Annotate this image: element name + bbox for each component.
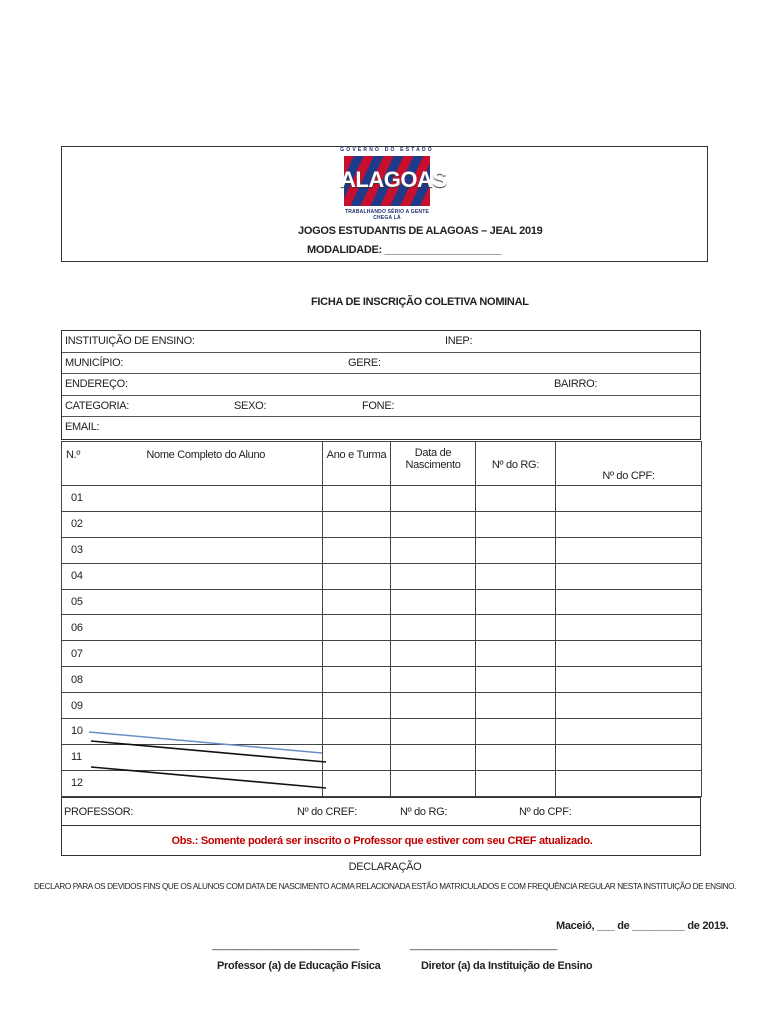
row-number: 12	[62, 770, 90, 796]
obs-box	[61, 826, 701, 856]
signature-label-diretor: Diretor (a) da Instituição de Ensino	[421, 960, 593, 972]
professor-row	[61, 797, 701, 826]
header-rg: Nº do RG:	[476, 442, 556, 486]
header-nome: Nome Completo do Aluno	[90, 442, 323, 486]
row-number: 02	[62, 511, 90, 537]
signature-line-professor[interactable]: _____________________________	[212, 940, 359, 951]
obs-note: Obs.: Somente poderá ser inscrito o Professor que estiver com seu CREF atualizado.	[171, 835, 593, 847]
header-num: N.º	[62, 442, 90, 486]
row-number: 08	[62, 667, 90, 693]
municipio-label[interactable]: MUNICÍPIO:	[65, 356, 124, 369]
professor-cref[interactable]: Nº do CREF:	[297, 806, 358, 818]
bairro-label[interactable]: BAIRRO:	[554, 378, 598, 391]
row-number: 07	[62, 641, 90, 667]
date-line[interactable]: Maceió, ___ de _________ de 2019.	[556, 920, 729, 932]
row-number: 11	[62, 744, 90, 770]
logo-name: ALAGOAS	[340, 167, 447, 192]
fone-label[interactable]: FONE:	[362, 399, 395, 412]
row-number: 03	[62, 537, 90, 563]
sexo-label[interactable]: SEXO:	[234, 399, 267, 412]
row-number: 01	[62, 486, 90, 512]
row-number: 09	[62, 693, 90, 719]
declaracao-text: DECLARO PARA OS DEVIDOS FINS QUE OS ALUNOS COM DATA DE NASCIMENTO ACIMA RELACIONADA ESTÃO MATRICULADOS E COM FREQUÊNCIA REGULAR NESTA INSTITUIÇÃO DE ENSINO.	[34, 882, 736, 891]
form-title: FICHA DE INSCRIÇÃO COLETIVA NOMINAL	[311, 296, 529, 308]
instituicao-label[interactable]: INSTITUIÇÃO DE ENSINO:	[65, 335, 195, 347]
logo-top-text: GOVERNO DO ESTADO	[340, 147, 434, 153]
modalidade-field[interactable]: MODALIDADE: ____________________	[307, 244, 502, 256]
declaracao-title: DECLARAÇÃO	[348, 861, 422, 873]
logo-slogan: TRABALHANDO SÉRIO A GENTE CHEGA LÁ	[344, 209, 430, 221]
header-cpf: Nº do CPF:	[556, 442, 702, 486]
header-title: JOGOS ESTUDANTIS DE ALAGOAS – JEAL 2019	[298, 225, 543, 237]
row-number: 10	[62, 719, 90, 745]
inep-label[interactable]: INEP:	[445, 335, 473, 347]
row-number: 04	[62, 563, 90, 589]
header-ano: Ano e Turma	[323, 442, 391, 486]
row-number: 06	[62, 615, 90, 641]
strike-line-1	[91, 741, 326, 762]
signature-line-diretor[interactable]: _____________________________	[410, 940, 557, 951]
professor-cpf[interactable]: Nº do CPF:	[519, 806, 572, 818]
email-label[interactable]: EMAIL:	[65, 421, 100, 434]
gere-label[interactable]: GERE:	[348, 356, 381, 369]
row-number: 05	[62, 589, 90, 615]
professor-label[interactable]: PROFESSOR:	[64, 806, 134, 818]
header-nascimento: Data de Nascimento	[391, 442, 476, 486]
endereco-label[interactable]: ENDEREÇO:	[65, 378, 128, 391]
strike-line-2	[91, 767, 326, 788]
strike-line-blue	[89, 732, 322, 753]
signature-label-professor: Professor (a) de Educação Física	[217, 960, 381, 972]
professor-rg[interactable]: Nº do RG:	[400, 806, 448, 818]
categoria-label[interactable]: CATEGORIA:	[65, 399, 130, 412]
